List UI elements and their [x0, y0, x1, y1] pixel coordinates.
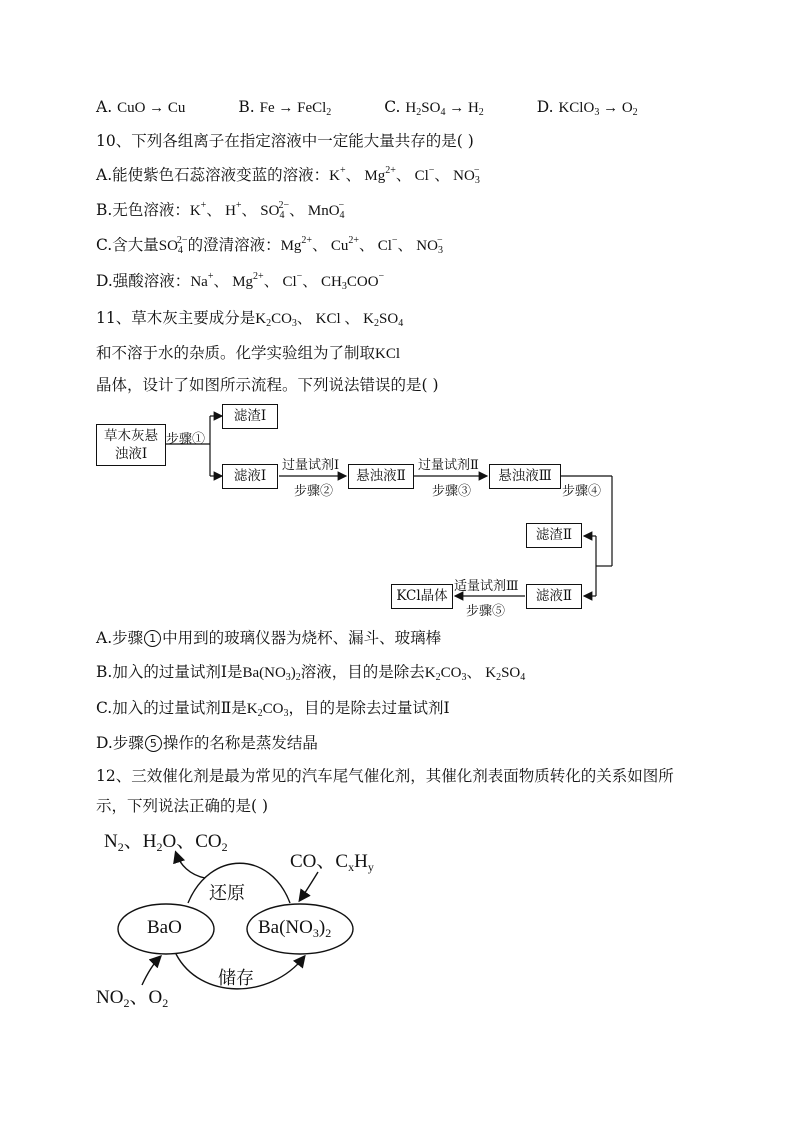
q11-option-a: A.步骤 1 中用到的玻璃仪器为烧杯、漏斗、玻璃棒: [96, 629, 442, 647]
q10-option-b: B.无色溶液：K+、 H+、 $SO_4^{2-}$、 MnO$_4$−: [96, 200, 345, 221]
flow-node-product: KCl晶体: [391, 584, 453, 609]
q10-option-a: A.能使紫色石蕊溶液变蓝的溶液：K+、 $Mg^{2+}$、 Cl−、 $NO_3^-$: [96, 165, 480, 186]
products-label: $N_2$、$H_2O$、$CO_2$: [104, 831, 228, 854]
q12-stem-1: 12、三效催化剂是最为常见的汽车尾气催化剂，其催化剂表面物质转化的关系如图所: [96, 767, 674, 785]
q11-stem-2: 和不溶于水的杂质。化学实验组为了制取KCl: [96, 344, 401, 362]
flow-label-step4: 步骤④: [562, 484, 602, 499]
q9-option-d: D. KClO$_3$ → $O_2$: [536, 98, 638, 118]
store-label: 储存: [218, 968, 254, 989]
flow-label-step1: 步骤①: [166, 432, 206, 447]
q9-option-c: C. $H_2SO_4 \to H_2$: [384, 98, 484, 118]
q10-option-d: D.强酸溶液：Na+、 $Mg^{2+}$、 Cl−、 $CH_3COO^-$: [96, 271, 385, 292]
flow-node-suspension2: 悬浊液Ⅱ: [348, 464, 414, 489]
flow-label-reagent1: 过量试剂Ⅰ: [282, 458, 340, 473]
flow-label-step5: 步骤⑤: [466, 604, 506, 619]
q11-option-d: D.步骤 5 操作的名称是蒸发结晶: [96, 734, 318, 752]
bano3-node-label: $Ba(NO_3)_2$: [258, 917, 332, 940]
reactants-no2-label: $NO_2$、$O_2$: [96, 987, 169, 1010]
no2-arrow: [142, 957, 160, 985]
q9-option-b: B. Fe → FeCl$_2$: [238, 98, 332, 118]
co-arrow: [300, 872, 318, 900]
reduce-label: 还原: [209, 883, 245, 904]
flow-node-residue2: 滤渣Ⅱ: [526, 523, 582, 548]
q10-stem: 10、下列各组离子在指定溶液中一定能大量共存的是( ): [96, 132, 474, 150]
q12-stem-2: 示，下列说法正确的是( ): [96, 797, 269, 815]
flow-node-start: 草木灰悬浊液Ⅰ: [96, 424, 166, 466]
q11-stem-3: 晶体，设计了如图所示流程。下列说法错误的是( ): [96, 376, 439, 394]
flow-node-suspension3: 悬浊液Ⅲ: [489, 464, 561, 489]
q10-option-c: C.含大量$SO_4^{2-}$的澄清溶液：$Mg^{2+}$、 $Cu^{2+}$、 Cl−、 $NO_3^-$: [96, 235, 443, 256]
flow-label-reagent3: 适量试剂Ⅲ: [454, 579, 519, 594]
q11-option-c: C.加入的过量试剂Ⅱ是$K_2CO_3$，目的是除去过量试剂Ⅰ: [96, 699, 450, 719]
flow-node-residue1: 滤渣Ⅰ: [222, 404, 278, 429]
flow-label-step3: 步骤③: [432, 484, 472, 499]
q11-stem-1: 11、草木灰主要成分是$K_2CO_3$、 KCl 、 $K_2SO_4$: [96, 309, 404, 329]
flow-label-reagent2: 过量试剂Ⅱ: [418, 458, 479, 473]
q11-option-b: B.加入的过量试剂Ⅰ是$Ba(NO_3)_2$溶液，目的是除去$K_2CO_3$、 $K_2SO_4$: [96, 663, 526, 683]
flow-node-filtrate2: 滤液Ⅱ: [526, 584, 582, 609]
reactants-co-label: CO、$C_xH_y$: [290, 851, 374, 874]
flow-label-step2: 步骤②: [294, 484, 334, 499]
bao-node-label: BaO: [147, 917, 182, 938]
product-arrow: [176, 853, 205, 878]
q9-option-a: A. CuO → Cu: [96, 98, 186, 116]
flow-node-filtrate1: 滤液Ⅰ: [222, 464, 278, 489]
